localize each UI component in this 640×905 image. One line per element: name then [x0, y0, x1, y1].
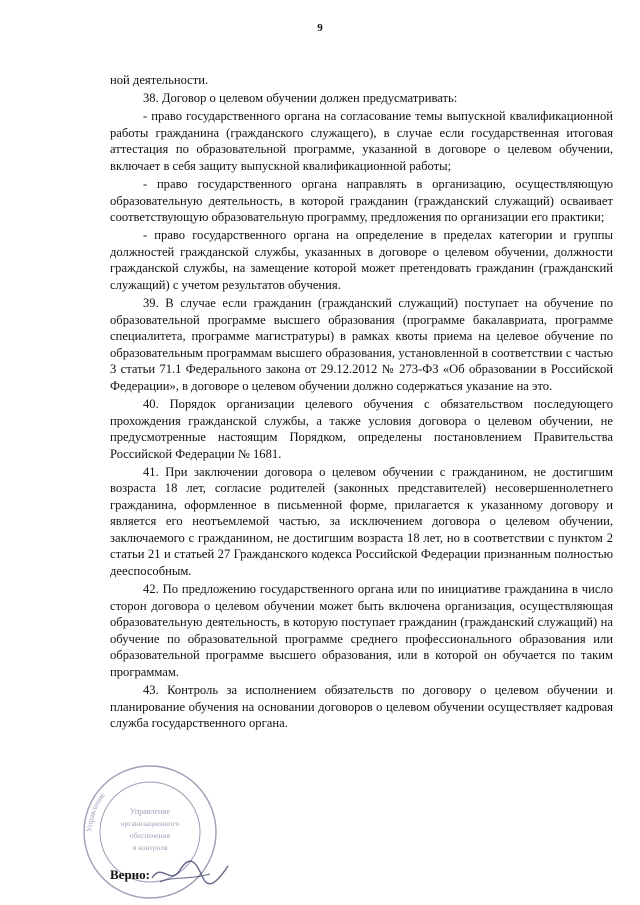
page-number: 9	[317, 22, 323, 34]
document-body	[110, 72, 613, 733]
seal-ring-text: Управление	[84, 790, 107, 833]
paragraph: 43. Контроль за исполнением обязательств по договору о целевом обучении и планирование обучения на основании договоров о целевом обучении осуществляет кадровая служба государственного органа.	[110, 683, 613, 731]
list-item: - право государственного органа направлять в организацию, осуществляющую образовательную деятельность, в которой гражданин (гражданский служащий) осваивает соответствующую образовательную программу, предложения по организации его практики;	[110, 177, 613, 225]
signature	[150, 858, 230, 888]
paragraph: ной деятельности.	[110, 73, 209, 87]
paragraph: 39. В случае если гражданин (гражданский служащий) поступает на обучение по образовательной программе высшего образования (программе бакалавриата, программе специалитета, программе магистратуры) в рамках квоты приема на целевое обучение по образовательным программам высшего образования, установленной в соответствии с частью 3 статьи 71.1 Федерального закона от 29.12.2012 № 273-ФЗ «Об образовании в Российской Федерации», в договоре о целевом обучении должно содержаться указание на это.	[110, 296, 613, 393]
seal-line: и контроля	[132, 843, 168, 852]
list-item: - право государственного органа на согласование темы выпускной квалификационной работы гражданина (гражданского служащего), в случае если государственная итоговая аттестация по образовательной программе, указанной в договоре о целевом обучении, включает в себя защиту выпускной квалификационной работы;	[110, 109, 613, 173]
certification-label: Верно:	[110, 867, 150, 882]
paragraph: 41. При заключении договора о целевом обучении с гражданином, не достигшим возраста 18 лет, согласие родителей (законных представителей) несовершеннолетнего гражданина, оформленное в письменной форме, прилагается к указанному договору и является его неотъемлемой частью, за исключением договора о целевом обучении, заключаемого с гражданином, не достигшим возраста 18 лет, но в соответствии с пунктом 2 статьи 21 и статьей 27 Гражданского кодекса Российской Федерации признанным полностью дееспособным.	[110, 464, 613, 579]
svg-text:Управление	[85, 790, 107, 832]
paragraph: 38. Договор о целевом обучении должен предусматривать:	[143, 91, 458, 106]
list-item: - право государственного органа на определение в пределах категории и группы должностей гражданской службы, указанных в договоре о целевом обучении, должности гражданской службы, на замещение которой может претендовать гражданин (гражданский служащий) с учетом результатов обучения.	[110, 228, 613, 292]
paragraph: 42. По предложению государственного органа или по инициативе гражданина в число сторон договора о целевом обучении может быть включена организация, осуществляющая образовательную деятельность, в которую поступает гражданин (гражданский служащий) на обучение по образовательной программе среднего профессионального образования или образовательной программе высшего образования, или в которой он обучается по таким программам.	[110, 582, 613, 679]
seal-line: обеспечения	[129, 831, 171, 840]
seal-stamp	[80, 762, 220, 902]
seal-line: организационного	[120, 819, 180, 828]
paragraph: 40. Порядок организации целевого обучения с обязательством последующего прохождения гражданской службы, а также условия договора о целевом обучении, не предусмотренные настоящим Порядком, определены постановлением Правительства Российской Федерации № 1681.	[110, 396, 613, 461]
seal-line: Управление	[129, 807, 171, 816]
